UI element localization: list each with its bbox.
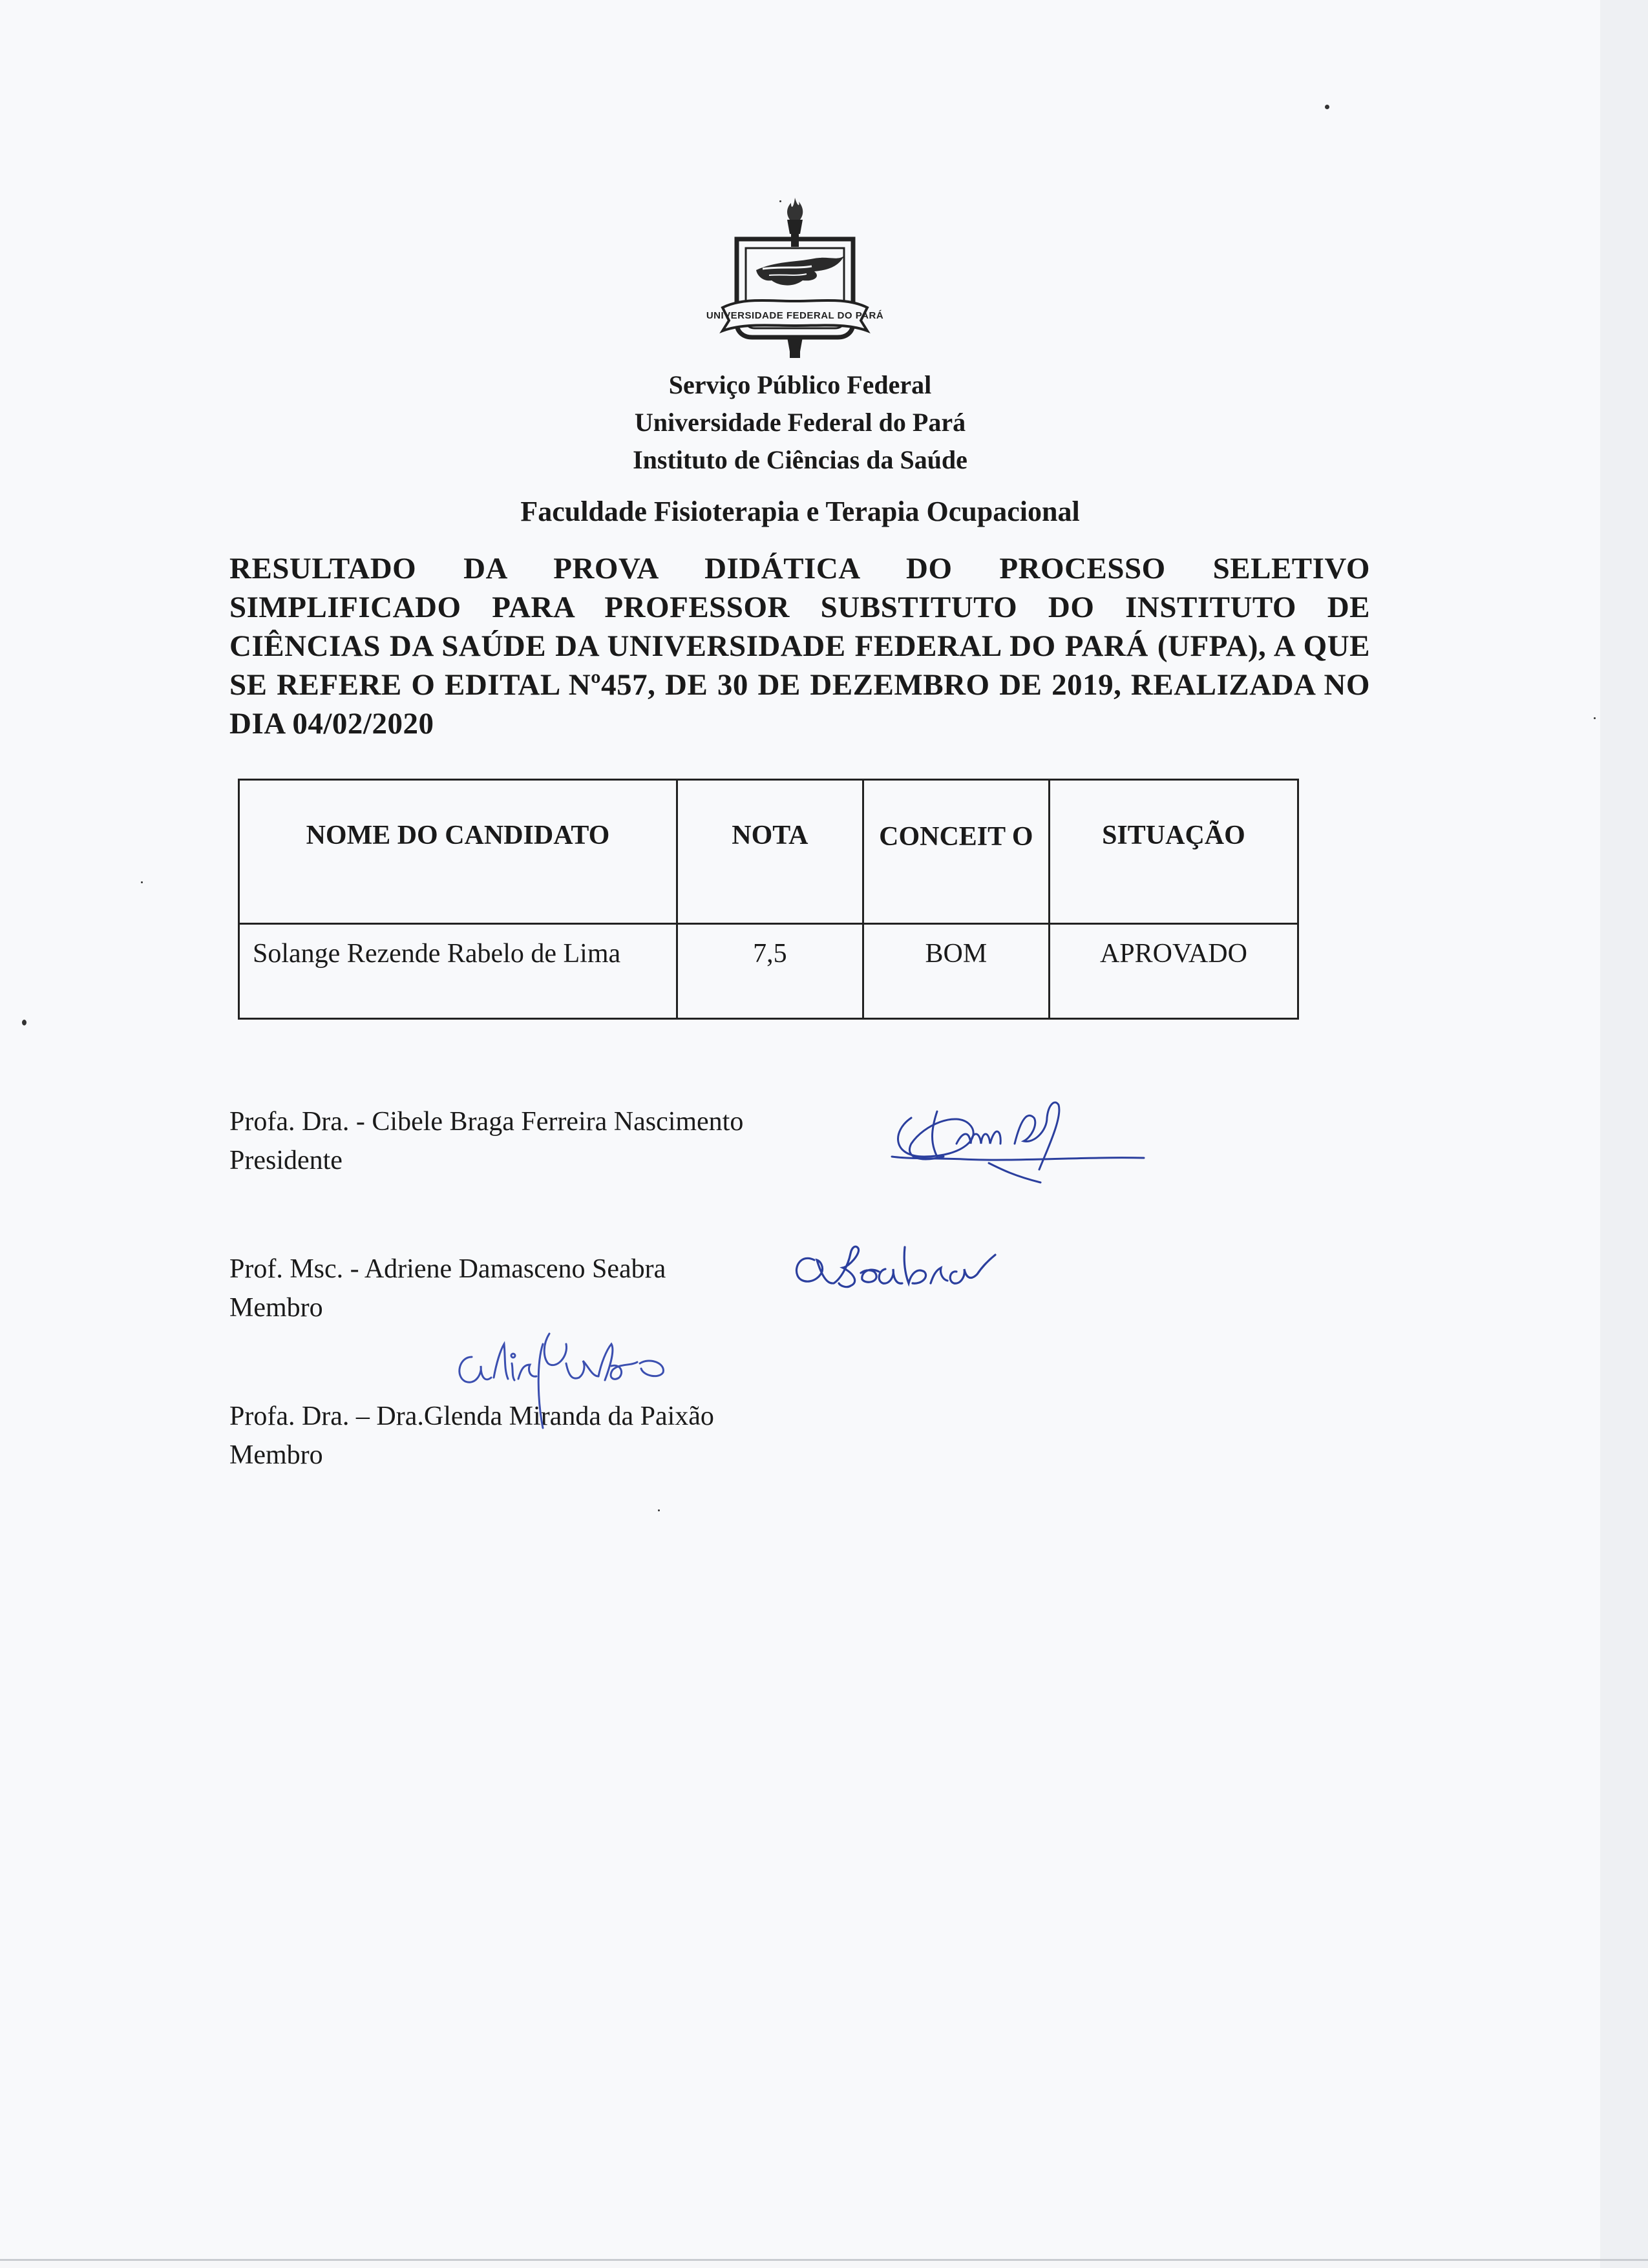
cell-nota: 7,5 bbox=[677, 924, 863, 1019]
signatory-name: Profa. Dra. - Cibele Braga Ferreira Nascimento bbox=[229, 1107, 744, 1137]
signatory-role: Membro bbox=[229, 1440, 323, 1470]
cell-situacao: APROVADO bbox=[1049, 924, 1298, 1019]
signatory-role: Presidente bbox=[229, 1146, 343, 1175]
header-nome-candidato: NOME DO CANDIDATO bbox=[239, 780, 677, 924]
scan-speck bbox=[658, 1509, 660, 1511]
table-row bbox=[239, 924, 1298, 1019]
scan-speck bbox=[779, 200, 781, 202]
svg-text:UNIVERSIDADE FEDERAL DO PARÁ: UNIVERSIDADE FEDERAL DO PARÁ bbox=[706, 310, 884, 321]
result-table bbox=[238, 779, 1299, 1020]
signature-membro-1 bbox=[788, 1221, 1086, 1299]
scan-speck bbox=[141, 881, 143, 883]
scan-edge bbox=[1600, 0, 1648, 2268]
header-servico-publico: Serviço Público Federal bbox=[668, 370, 932, 399]
header-universidade: Universidade Federal do Pará bbox=[634, 408, 966, 437]
document-title: RESULTADO DA PROVA DIDÁTICA DO PROCESSO SELETIVO SIMPLIFICADO PARA PROFESSOR SUBSTITUTO DO INSTITUTO DE CIÊNCIAS DA SAÚDE DA UNIVERSIDADE FEDERAL DO PARÁ (UFPA), A QUE SE REFERE O EDITAL Nº457, DE 30 DE DEZEMBRO DE 2019, REALIZADA NO DIA 04/02/2020 bbox=[229, 552, 1370, 740]
signature-presidente bbox=[885, 1079, 1157, 1195]
signatory-name: Profa. Dra. – Dra.Glenda Miranda da Paixão bbox=[229, 1402, 714, 1431]
signature-membro-2 bbox=[446, 1318, 679, 1447]
scan-speck bbox=[1594, 717, 1596, 719]
cell-nome: Solange Rezende Rabelo de Lima bbox=[239, 924, 677, 1019]
signatory-name: Prof. Msc. - Adriene Damasceno Seabra bbox=[229, 1254, 666, 1284]
header-faculdade: Faculdade Fisioterapia e Terapia Ocupacional bbox=[520, 496, 1080, 527]
header-situacao: SITUAÇÃO bbox=[1049, 780, 1298, 924]
scan-bottom-edge bbox=[0, 2259, 1648, 2261]
ufpa-seal-logo bbox=[706, 194, 884, 362]
cell-conceito: BOM bbox=[863, 924, 1049, 1019]
signatory-role: Membro bbox=[229, 1293, 323, 1323]
signatory-membro-1 bbox=[229, 1250, 666, 1327]
signatory-presidente bbox=[229, 1102, 743, 1180]
table-header-row bbox=[239, 780, 1298, 924]
scan-speck bbox=[1325, 105, 1329, 109]
header-conceito: CONCEIT O bbox=[863, 780, 1049, 924]
header-nota: NOTA bbox=[677, 780, 863, 924]
header-instituto: Instituto de Ciências da Saúde bbox=[633, 445, 967, 474]
scan-speck bbox=[22, 1020, 26, 1025]
